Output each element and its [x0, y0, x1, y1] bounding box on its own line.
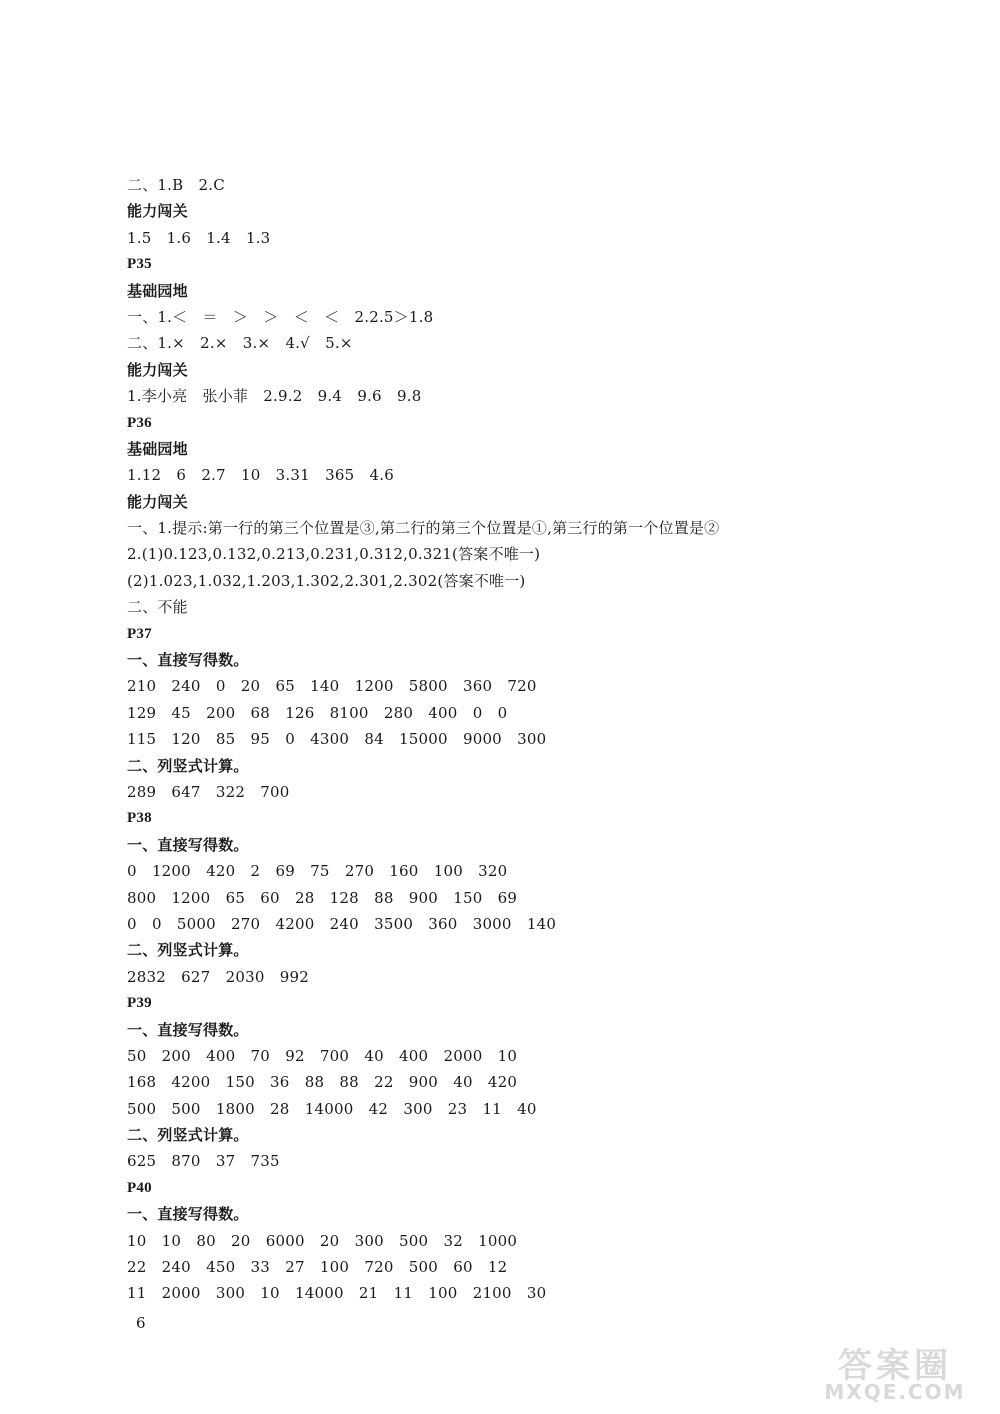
- answer-line: 0 0 5000 270 4200 240 3500 360 3000 140: [127, 914, 557, 933]
- answer-line: 0 1200 420 2 69 75 270 160 100 320: [127, 862, 508, 881]
- answer-line: 289 647 322 700: [127, 782, 290, 801]
- page-reference-label: P38: [127, 810, 152, 827]
- answer-line: 一、1.＜ ＝ ＞ ＞ ＜ ＜ 2.2.5＞1.8: [127, 307, 434, 326]
- section-heading: 一、直接写得数。: [127, 835, 249, 854]
- page-number: 6: [136, 1314, 146, 1332]
- section-heading: 一、直接写得数。: [127, 651, 249, 670]
- answer-line: 一、1.提示:第一行的第三个位置是③,第二行的第三个位置是①,第三行的第一个位置是②: [127, 519, 720, 538]
- answer-line: 2832 627 2030 992: [127, 967, 310, 986]
- answer-line: 129 45 200 68 126 8100 280 400 0 0: [127, 703, 508, 722]
- watermark-title: 答案圈: [838, 1346, 952, 1386]
- answer-line: 800 1200 65 60 28 128 88 900 150 69: [127, 888, 518, 907]
- section-heading: 二、列竖式计算。: [127, 941, 249, 960]
- answer-line: 168 4200 150 36 88 88 22 900 40 420: [127, 1073, 518, 1092]
- section-heading: 一、直接写得数。: [127, 1020, 249, 1039]
- section-heading: 基础园地: [127, 439, 188, 458]
- answer-line: 二、1.× 2.× 3.× 4.√ 5.×: [127, 334, 353, 353]
- watermark-logo: [800, 1336, 990, 1406]
- answer-line: 1.12 6 2.7 10 3.31 365 4.6: [127, 466, 394, 485]
- answer-line: 1.李小亮 张小菲 2.9.2 9.4 9.6 9.8: [127, 387, 422, 406]
- answer-content: [127, 172, 847, 1307]
- watermark-url: MXQE.COM: [824, 1380, 966, 1404]
- section-heading: 能力闯关: [127, 202, 188, 221]
- page-reference-label: P40: [127, 1179, 152, 1196]
- page-reference-label: P35: [127, 256, 152, 273]
- section-heading: 一、直接写得数。: [127, 1205, 249, 1224]
- answer-line: 115 120 85 95 0 4300 84 15000 9000 300: [127, 730, 547, 749]
- answer-line: 22 240 450 33 27 100 720 500 60 12: [127, 1258, 508, 1277]
- answer-line: 500 500 1800 28 14000 42 300 23 11 40: [127, 1099, 537, 1118]
- answer-line: 1.5 1.6 1.4 1.3: [127, 228, 271, 247]
- answer-line: 50 200 400 70 92 700 40 400 2000 10: [127, 1046, 518, 1065]
- answer-line: (2)1.023,1.032,1.203,1.302,2.301,2.302(答案不唯一): [127, 571, 526, 590]
- answer-line: 二、不能: [127, 598, 188, 617]
- answer-line: 2.(1)0.123,0.132,0.213,0.231,0.312,0.321(答案不唯一): [127, 545, 541, 564]
- page-reference-label: P36: [127, 414, 152, 431]
- answer-line: 二、1.B 2.C: [127, 176, 225, 194]
- section-heading: 能力闯关: [127, 492, 188, 511]
- answer-line: 11 2000 300 10 14000 21 11 100 2100 30: [127, 1284, 547, 1303]
- page-reference-label: P37: [127, 625, 152, 642]
- answer-line: 210 240 0 20 65 140 1200 5800 360 720: [127, 677, 537, 696]
- answer-line: 10 10 80 20 6000 20 300 500 32 1000: [127, 1231, 518, 1250]
- page-reference-label: P39: [127, 995, 152, 1012]
- section-heading: 能力闯关: [127, 360, 188, 379]
- section-heading: 二、列竖式计算。: [127, 756, 249, 775]
- section-heading: 基础园地: [127, 281, 188, 300]
- answer-line: 625 870 37 735: [127, 1152, 280, 1171]
- section-heading: 二、列竖式计算。: [127, 1126, 249, 1145]
